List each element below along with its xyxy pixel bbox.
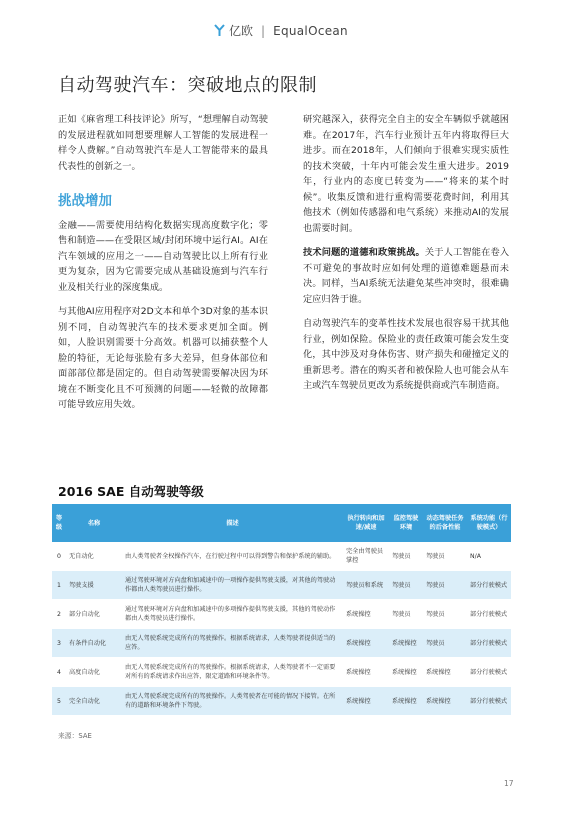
right-column xyxy=(303,112,509,403)
cell-description: 由无人驾驶系统完成所有的驾驶操作。人类驾驶者在可能的情况下接管。在所有的道路和环境条件下驾驶。 xyxy=(122,687,343,716)
header-name: 名称 xyxy=(66,504,122,542)
cell-system-mode: 部分行驶模式 xyxy=(467,629,511,658)
brand-en: EqualOcean xyxy=(273,23,348,38)
right-paragraph-3: 自动驾驶汽车的变革性技术发展也很容易干扰其他行业，例如保险。保险业的责任政策可能会发生变化，其中涉及对身体伤害、财产损失和碰撞定义的重新思考。潜在的购买者和被保险人也可能会从车主或汽车驾驶员更改为系统提供商或汽车制造商。 xyxy=(303,318,509,391)
page-title: 自动驾驶汽车：突破地点的限制 xyxy=(58,75,317,96)
header-monitoring: 监控驾驶环境 xyxy=(389,504,423,542)
header-steering: 执行转向和加速/减速 xyxy=(343,504,389,542)
section-heading: 挑战增加 xyxy=(58,193,112,209)
header-level: 等级 xyxy=(52,504,66,542)
cell-steering: 系统操控 xyxy=(343,629,389,658)
cell-description: 由无人驾驶系统完成所有的驾驶操作。根据系统请求，人类驾驶者提供适当的应答。 xyxy=(122,629,343,658)
cell-steering: 驾驶员和系统 xyxy=(343,571,389,600)
cell-monitoring: 系统操控 xyxy=(389,658,423,687)
cell-name: 高度自动化 xyxy=(66,658,122,687)
cell-level: 1 xyxy=(52,571,66,600)
cell-fallback: 驾驶员 xyxy=(423,600,467,629)
cell-level: 5 xyxy=(52,687,66,716)
cell-name: 无自动化 xyxy=(66,542,122,571)
cell-system-mode: 部分行驶模式 xyxy=(467,658,511,687)
cell-system-mode: 部分行驶模式 xyxy=(467,687,511,716)
header-fallback: 动态驾驶任务的后备性能 xyxy=(423,504,467,542)
cell-description: 通过驾驶环境对方向盘和加减速中的多项操作提供驾驶支援，其他的驾驶动作都由人类驾驶员进行操作。 xyxy=(122,600,343,629)
cell-system-mode: 部分行驶模式 xyxy=(467,571,511,600)
intro-paragraph: 正如《麻省理工科技评论》所写，“想理解自动驾驶的发展进程就如同想要理解人工智能的发展进程一样令人费解。”自动驾驶汽车是人工智能带来的最具代表性的创新之一。 xyxy=(58,114,268,172)
cell-steering: 系统操控 xyxy=(343,658,389,687)
cell-name: 驾驶支援 xyxy=(66,571,122,600)
sae-levels-table xyxy=(52,504,511,716)
cell-steering: 系统操控 xyxy=(343,687,389,716)
right-paragraph-1: 研究越深入，获得完全自主的安全车辆似乎就越困难。在2017年，汽车行业预计五年内将取得巨大进步。而在2018年，人们倾向于很难实现实质性的技术突破，十年内可能会发生重大进步。2019年，行业内的态度已转变为——“将来的某个时候”。收集反馈和进行重构需要花费时间，利用其他技术（例如传感器和电气系统）来推动AI的发展也需要时间。 xyxy=(303,114,509,234)
logo xyxy=(214,22,348,39)
left-column xyxy=(58,112,268,422)
brand-cn: 亿欧 xyxy=(229,24,254,38)
cell-level: 3 xyxy=(52,629,66,658)
page-header xyxy=(0,22,562,40)
table-row xyxy=(52,542,511,571)
table-row xyxy=(52,687,511,716)
right-paragraph-2 xyxy=(303,245,509,307)
cell-monitoring: 系统操控 xyxy=(389,629,423,658)
cell-monitoring: 系统操控 xyxy=(389,687,423,716)
cell-monitoring: 驾驶员 xyxy=(389,571,423,600)
cell-fallback: 驾驶员 xyxy=(423,571,467,600)
table-row xyxy=(52,658,511,687)
brand-separator: | xyxy=(261,23,266,38)
cell-fallback: 驾驶员 xyxy=(423,629,467,658)
table-row xyxy=(52,600,511,629)
table-header-row xyxy=(52,504,511,542)
cell-description: 由无人驾驶系统完成所有的驾驶操作。根据系统请求，人类驾驶者不一定需要对所有的系统请求作出应答，限定道路和环境条件等。 xyxy=(122,658,343,687)
table-row xyxy=(52,629,511,658)
cell-level: 2 xyxy=(52,600,66,629)
cell-name: 有条件自动化 xyxy=(66,629,122,658)
cell-system-mode: 部分行驶模式 xyxy=(467,600,511,629)
cell-description: 通过驾驶环境对方向盘和加减速中的一项操作提供驾驶支援，对其他的驾驶动作都由人类驾驶员进行操作。 xyxy=(122,571,343,600)
cell-description: 由人类驾驶者全权操作汽车，在行驶过程中可以得到警告和保护系统的辅助。 xyxy=(122,542,343,571)
cell-name: 完全自动化 xyxy=(66,687,122,716)
table-row xyxy=(52,571,511,600)
source-note: 来源：SAE xyxy=(58,732,92,740)
cell-system-mode: N/A xyxy=(467,542,511,571)
cell-fallback: 驾驶员 xyxy=(423,542,467,571)
cell-monitoring: 驾驶员 xyxy=(389,542,423,571)
cell-name: 部分自动化 xyxy=(66,600,122,629)
cell-steering: 完全由驾驶员掌控 xyxy=(343,542,389,571)
cell-level: 4 xyxy=(52,658,66,687)
right-paragraph-2-body: 关于人工智能在卷入不可避免的事故时应如何处理的道德难题悬而未决。同样，当AI系统无法避免某些冲突时，很难确定应归咎于谁。 xyxy=(303,247,510,305)
right-paragraph-2-lead: 技术问题的道德和政策挑战。 xyxy=(303,247,425,258)
header-description: 描述 xyxy=(122,504,343,542)
table-title: 2016 SAE 自动驾驶等级 xyxy=(58,484,204,499)
page-number: 17 xyxy=(504,779,514,788)
left-paragraph-2: 与其他AI应用程序对2D文本和单个3D对象的基本识别不同，自动驾驶汽车的技术要求更加全面。例如，人脸识别需要十分高效。机器可以捕获整个人脸的特征，无论每张脸有多大差异，但身体部位和面部部位都是固定的。但自动驾驶需要解决因为环境在不断变化且不可预测的问题——轻微的故障都可能导致应用失效。 xyxy=(58,306,268,410)
left-paragraph-1: 金融——需要使用结构化数据实现高度数字化；零售和制造——在受限区域/封闭环境中运行AI。AI在汽车领域的应用之一——自动驾驶比以上所有行业更为复杂，因为它需要完成从基础设施到与汽车行业及相关行业的深度集成。 xyxy=(58,219,268,293)
header-system-mode: 系统功能（行驶模式） xyxy=(467,504,511,542)
cell-level: 0 xyxy=(52,542,66,571)
yiou-logo-icon xyxy=(214,24,225,37)
cell-fallback: 系统操控 xyxy=(423,687,467,716)
cell-monitoring: 驾驶员 xyxy=(389,600,423,629)
cell-fallback: 系统操控 xyxy=(423,658,467,687)
cell-steering: 系统操控 xyxy=(343,600,389,629)
